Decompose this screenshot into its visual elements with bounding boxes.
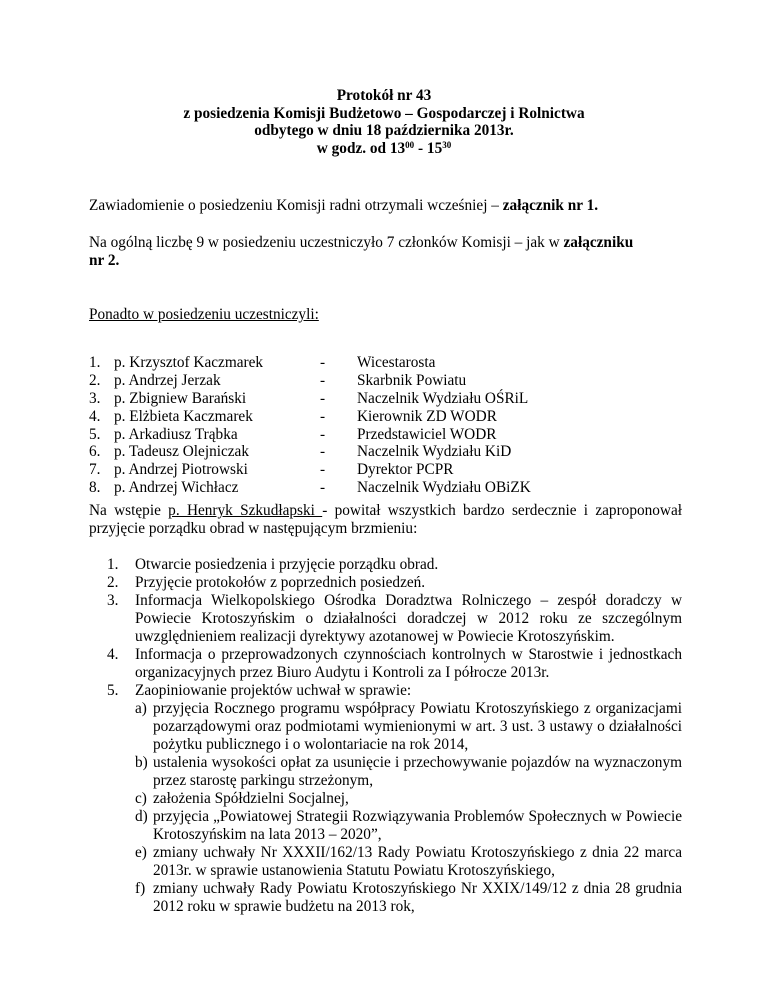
start-minutes: 00 bbox=[405, 139, 415, 150]
attendees-heading: Ponadto w posiedzeniu uczestniczyli: bbox=[89, 306, 319, 323]
attendee-name: p. Arkadiusz Trąbka bbox=[114, 425, 238, 443]
attachment-1-ref: załącznik nr 1. bbox=[502, 197, 599, 214]
agenda-num: 3. bbox=[107, 592, 119, 609]
agenda-text: Informacja o przeprowadzonych czynnościach kontrolnych w Starostwie i jednostkach organizacyjnych przez Biuro Audytu i Kontroli za I półrocze 2013r. bbox=[135, 646, 682, 681]
resolution-letter: d) bbox=[135, 808, 148, 825]
end-minutes: 30 bbox=[442, 139, 452, 150]
resolution-letter: e) bbox=[135, 844, 147, 861]
agenda-text: Przyjęcie protokołów z poprzednich posiedzeń. bbox=[135, 574, 426, 591]
agenda-item bbox=[107, 556, 682, 574]
attendee-name: p. Andrzej Jerzak bbox=[114, 371, 221, 389]
resolution-item bbox=[135, 754, 682, 790]
attendee-dash: - bbox=[320, 371, 326, 389]
attendee-name: p. Elżbieta Kaczmarek bbox=[114, 407, 253, 425]
attendee-num: 6. bbox=[89, 443, 101, 461]
attendee-dash: - bbox=[320, 443, 326, 461]
attendee-role: Dyrektor PCPR bbox=[357, 461, 454, 479]
attendee-name: p. Andrzej Piotrowski bbox=[114, 461, 248, 479]
protocol-title: Protokół nr 43 bbox=[336, 87, 432, 104]
resolution-text: ustalenia wysokości opłat za usunięcie i przechowywanie pojazdów na wyznaczonym przez starostę parkingu strzeżonym, bbox=[153, 754, 682, 789]
intro-prefix: Na wstępie bbox=[89, 502, 169, 519]
resolution-text: przyjęcia „Powiatowej Strategii Rozwiązywania Problemów Społecznych w Powiecie Krotoszyńskim na lata 2013 – 2020”, bbox=[153, 808, 682, 843]
attendee-role: Skarbnik Powiatu bbox=[357, 371, 467, 389]
agenda-list bbox=[107, 556, 682, 916]
agenda-text: Zaopiniowanie projektów uchwał w sprawie: bbox=[135, 682, 412, 699]
resolution-list bbox=[135, 700, 682, 916]
meeting-hours bbox=[0, 140, 768, 158]
resolution-item bbox=[135, 880, 682, 916]
resolution-item bbox=[135, 700, 682, 754]
resolution-text: przyjęcia Rocznego programu współpracy Powiatu Krotoszyńskiego z organizacjami pozarządowymi oraz podmiotami wymienionymi w art. 3 ust. 3 ustawy o działalności pożytku publicznego i o wolontariacie na rok 2014, bbox=[153, 700, 682, 753]
attendee-name: p. Krzysztof Kaczmarek bbox=[114, 354, 264, 371]
attendee-dash: - bbox=[320, 461, 326, 479]
intro-paragraph bbox=[89, 502, 682, 538]
committee-name: z posiedzenia Komisji Budżetowo – Gospodarczej i Rolnictwa bbox=[183, 104, 585, 122]
attendee-name: p. Zbigniew Barański bbox=[114, 389, 247, 407]
resolution-text: założenia Spółdzielni Socjalnej, bbox=[153, 790, 349, 807]
notification-paragraph bbox=[89, 197, 682, 215]
attendee-role: Kierownik ZD WODR bbox=[357, 407, 497, 425]
attendee-num: 3. bbox=[89, 389, 101, 407]
agenda-num: 4. bbox=[107, 646, 119, 663]
agenda-text: Informacja Wielkopolskiego Ośrodka Doradztwa Rolniczego – zespół doradczy w Powiecie Krotoszyńskim o działalności doradczej w 2012 roku ze szczególnym uwzględnieniem realizacji dyrektywy azotanowej w Powiecie Krotoszyńskim. bbox=[135, 592, 682, 645]
resolution-letter: c) bbox=[135, 790, 147, 807]
agenda-item bbox=[107, 592, 682, 646]
meeting-date: odbytego w dniu 18 października 2013r. bbox=[254, 122, 514, 140]
intro-suffix: - powitał wszystkich bardzo serdecznie i zaproponował przyjęcie porządku obrad w następującym brzmieniu: bbox=[89, 502, 683, 537]
attendee-num: 2. bbox=[89, 371, 101, 389]
attendee-num: 1. bbox=[89, 354, 101, 371]
agenda-num: 1. bbox=[107, 556, 119, 573]
resolution-letter: b) bbox=[135, 754, 148, 771]
attendee-dash: - bbox=[320, 354, 326, 371]
attendee-num: 8. bbox=[89, 479, 101, 497]
resolution-letter: a) bbox=[135, 700, 147, 717]
notification-text: Zawiadomienie o posiedzeniu Komisji radni otrzymali wcześniej – bbox=[89, 197, 503, 214]
resolution-text: zmiany uchwały Rady Powiatu Krotoszyńskiego Nr XXIX/149/12 z dnia 28 grudnia 2012 roku w sprawie budżetu na 2013 rok, bbox=[153, 880, 682, 915]
attendee-num: 5. bbox=[89, 425, 101, 443]
attendee-name: p. Tadeusz Olejniczak bbox=[114, 443, 249, 461]
attendance-paragraph bbox=[89, 234, 682, 270]
agenda-item bbox=[107, 646, 682, 682]
attachment-2-ref-a: załączniku bbox=[563, 234, 634, 251]
resolution-text: zmiany uchwały Nr XXXII/162/13 Rady Powiatu Krotoszyńskiego z dnia 22 marca 2013r. w sprawie ustanowienia Statutu Powiatu Krotoszyńskiego, bbox=[153, 844, 682, 879]
agenda-item bbox=[107, 682, 682, 916]
agenda-item bbox=[107, 574, 682, 592]
hours-prefix: w godz. od 13 bbox=[316, 139, 406, 157]
attendee-role: Naczelnik Wydziału KiD bbox=[357, 443, 512, 461]
attendee-role: Naczelnik Wydziału OŚRiL bbox=[357, 389, 529, 407]
resolution-item bbox=[135, 790, 682, 808]
attendee-role: Przedstawiciel WODR bbox=[357, 425, 497, 443]
resolution-item bbox=[135, 844, 682, 880]
attendee-num: 7. bbox=[89, 461, 101, 479]
attendee-name: p. Andrzej Wichłacz bbox=[114, 479, 239, 497]
agenda-num: 2. bbox=[107, 574, 119, 591]
attendee-num: 4. bbox=[89, 407, 101, 425]
hours-middle: - 15 bbox=[414, 139, 443, 157]
agenda-num: 5. bbox=[107, 682, 119, 699]
attachment-2-ref-b: nr 2. bbox=[89, 252, 120, 269]
attendee-role: Naczelnik Wydziału OBiZK bbox=[357, 479, 531, 497]
document-header bbox=[0, 87, 768, 157]
resolution-letter: f) bbox=[135, 880, 146, 897]
resolution-item bbox=[135, 808, 682, 844]
chairman-name: p. Henryk Szkudłapski bbox=[168, 502, 323, 519]
attendee-dash: - bbox=[320, 407, 326, 425]
attendance-text: Na ogólną liczbę 9 w posiedzeniu uczestniczyło 7 członków Komisji – jak w bbox=[89, 234, 564, 251]
agenda-text: Otwarcie posiedzenia i przyjęcie porządku obrad. bbox=[135, 556, 439, 573]
attendee-dash: - bbox=[320, 479, 326, 497]
attendee-dash: - bbox=[320, 389, 326, 407]
attendee-dash: - bbox=[320, 425, 326, 443]
attendee-role: Wicestarosta bbox=[357, 354, 436, 371]
